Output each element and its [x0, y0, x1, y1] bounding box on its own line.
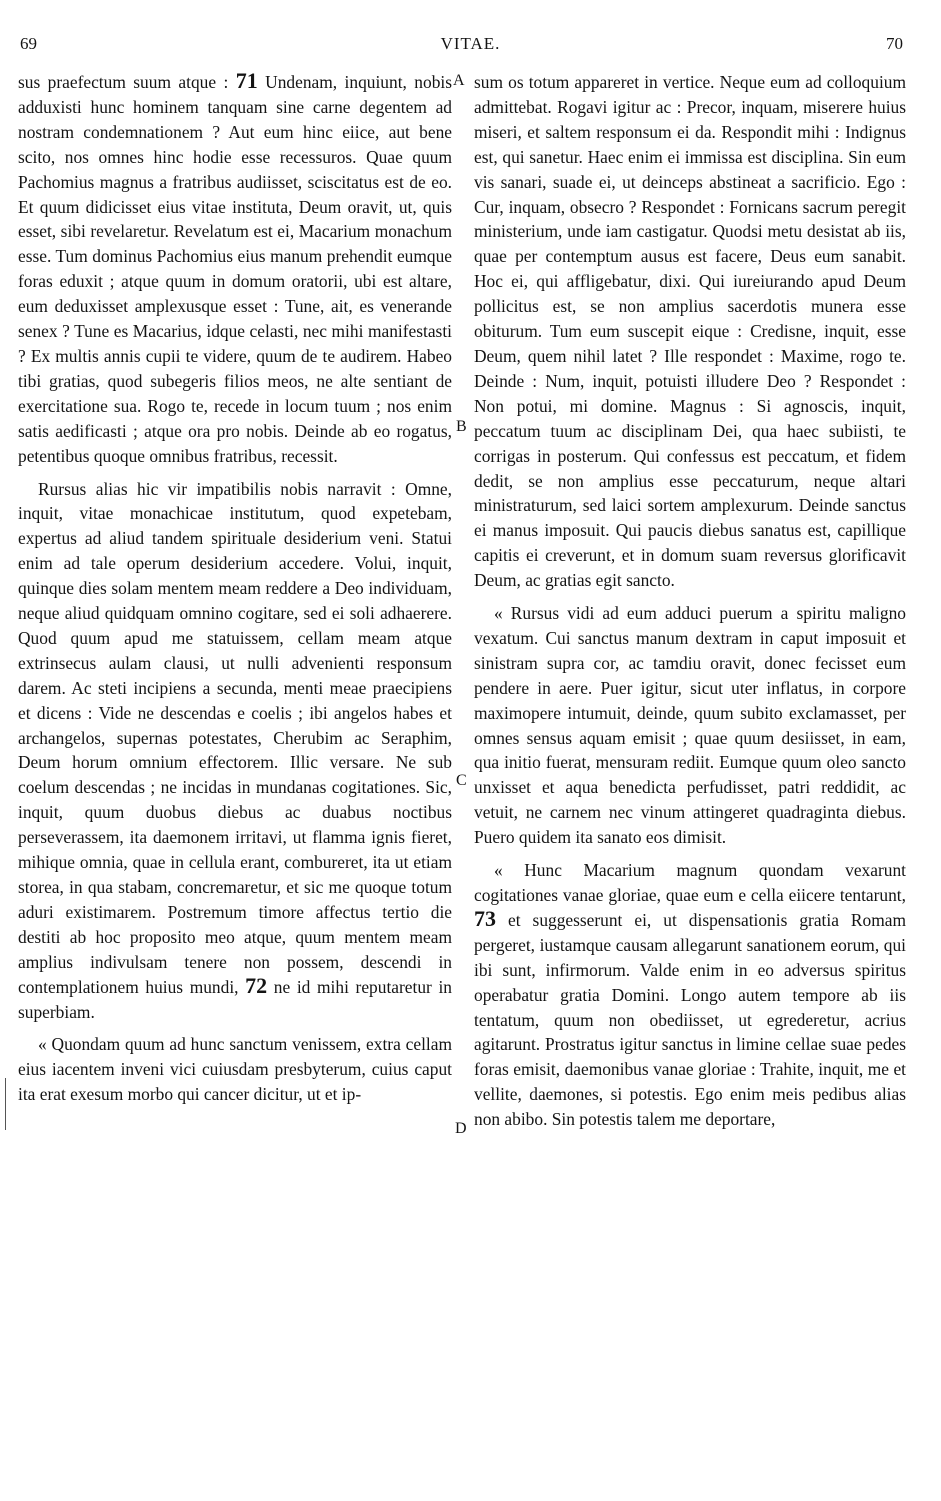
- left-column: [18, 70, 452, 1107]
- marginal-section-number: 71: [235, 68, 258, 93]
- paragraph: [474, 858, 906, 1132]
- paragraph-text: Rursus alias hic vir impatibilis nobis narravit : Omne, inquit, vitae monachicae institutum, quod expetebam, expertus ad aliud tandem spirituale desiderium veni. Statui enim ad tale operum desiderium accedere. Volui, inquit, quinque dies solam mentem meam reddere a Deo individuam, neque aliud quidquam omnino cogitare, sed ei soli adhaerere. Quod quum apud me statuissem, cellam meam atque extrinsecus aulam clausi, ut nulli advenienti responsum darem. Ac steti incipiens a secunda, menti meae praecipiens et dicens : Vide ne descendas e coelis ; ibi angelos habes et archangelos, supernas potestates, Cherubim ac Seraphim, Deum horum omnium effectorem. Illic versare. Ne sub coelum descendas ; ne incidas in mundanas cogitationes. Sic, inquit, quum duobus diebus ac duabus noctibus perseverassem, ita daemonem irritavi, ut flamma ignis fieret, mihique omnia, quae in cellula erant, combureret, ita ut etiam storea, in qua stabam, concremaretur, et sic me quoque totum aduri existimarem. Postremum timore affectus tertio die destiti ab hoc proposito meo atque, quum mentem meam amplius indivulsam tenere non possem, descendi in contemplationem huius mundi,: [18, 478, 452, 997]
- right-page-number: 70: [886, 34, 903, 53]
- paragraph-text: « Hunc Macarium magnum quondam vexarunt cogitationes vanae gloriae, quae eum e cella eiicere tentarunt,: [474, 860, 906, 905]
- paragraph: [18, 1032, 452, 1107]
- paragraph-text: Undenam, inquiunt, nobis adduxisti hunc hominem tanquam sine carne degentem ad nostram condemnationem ? Aut eum hinc eiice, aut bene scito, nos omnes hinc hodie esse recessuros. Quae quum Pachomius magnus a fratribus audiisset, sciscitatus est de eo. Et quum didicisset eius vitae instituta, Deum oravit, ut, quis esset, sibi revelaretur. Revelatum est ei, Macarium monachum esse. Tum dominus Pachomius eius manum prehendit eumque foras eduxit ; atque quum in domum oratorii, ubi est altare, eum deduxisset amplexusque esset : Tune, ait, es venerande senex ? Tune es Macarius, idque celasti, nec mihi manifestasti ? Ex multis annis cupii te videre, quum de te audirem. Habeo tibi gratias, quod subegeris filios meos, ne alte sentiant de exercitatione sua. Rogo te, recede in locum tuum ; nos enim satis aedificasti ; atque ora pro nobis. Deinde ab eo rogatus, petentibus quoque omnibus fratribus, recessit.: [18, 72, 452, 466]
- paragraph-text: et suggesserunt ei, ut dispensationis gratia Romam pergeret, iustamque causam allegarunt sanationem eorum, qui ibi sunt, infirmorum. Valde enim in eo adversus spiritus operabatur gratia Domini. Longo autem tempore ab iis tentatum, quum non obediisset, ut egrederetur, acrius agitarunt. Prostratus igitur sanctus in limine cellae suae pedes foras emisit, daemonibus vanae gloriae : Trahite, inquit, me et vellite, daemones, si potestis. Ego enim meis pedibus alias non abibo. Sin potestis talem me deportare,: [474, 909, 906, 1130]
- paragraph-text: sum os totum appareret in vertice. Neque eum ad colloquium admittebat. Rogavi igitur ac : Precor, inquam, miserere huius miseri, et saltem responsum ei da. Respondit mihi : Indignus est, qui sanetur. Haec enim ei immissa est disciplina. Sin eum vis sanari, suade ei, ut deinceps abstineat a sacrificio. Ego : Cur, inquam, obsecro ? Respondet : Fornicans sacrum peregit ministerium, unde iam castigatur. Quodsi metu desistat ab iis, quae per contemptum ausus est facere, Deus eum sanabit. Hoc ei, qui affligebatur, dixi. Qui iureiurando apud Deum pollicitus est, se non amplius sacerdotis munera esse obiturum. Tum eum suscepit eique : Credisne, inquit, esse Deum, quem nihil latet ? Ille respondet : Maxime, rogo te. Deinde : Num, inquit, potuisti illudere Deo ? Respondet : Non potui, mi domine. Magnus : Si agnoscis, inquit, peccatum tuum ac disciplinam Dei, qua haec subiisti, te corrigas in posterum. Qui confessus est peccatum, et fidem dedit, se non amplius esse peccaturum, neque altari ministraturum, sed laici sortem amplexurum. Deinde sanctus ei manus imposuit. Qui paucis diebus sanatus est, capillique capitis ei creverunt, et in domum suam reversus glorificavit Deum, ac gratias egit sancto.: [474, 72, 906, 591]
- paragraph-text: « Quondam quum ad hunc sanctum venissem, extra cellam eius iacentem inveni vici cuiusdam presbyterum, cuius caput ita erat exesum morbo qui cancer dicitur, ut et ip-: [18, 1034, 452, 1105]
- right-column: [474, 70, 906, 1132]
- paragraph: [18, 477, 452, 1025]
- paragraph: [18, 70, 452, 469]
- margin-rule: [5, 1078, 6, 1130]
- paragraph-text: sus praefectum suum atque :: [18, 72, 236, 92]
- running-title: VITAE.: [440, 34, 501, 53]
- page-header: [0, 34, 941, 58]
- margin-label-d: D: [455, 1120, 467, 1137]
- margin-label-a: A: [453, 72, 465, 89]
- margin-label-b: B: [456, 418, 467, 435]
- marginal-section-number: 73: [474, 905, 496, 931]
- paragraph: [474, 70, 906, 593]
- paragraph-text: « Rursus vidi ad eum adduci puerum a spiritu maligno vexatum. Cui sanctus manum dextram in caput imposuit et sinistram supra cor, ac tamdiu oravit, donec fecisset eum pendere in aere. Puer igitur, sicut uter inflatus, in corpore maximopere intumuit, deinde, quum subito exclamasset, per omnes sensus aquam emisit ; quae quum desiisset, in eam, qua initio fuerat, mensuram rediit. Eumque quum oleo sancto unxisset et aqua benedicta perfudisset, patri reddidit, ac vetuit, ne carnem nec vinum attingeret quadraginta diebus. Puero quidem ita sanato eos dimisit.: [474, 603, 906, 848]
- paragraph: [474, 601, 906, 850]
- paragraph-text: ne id mihi reputaretur in superbiam.: [18, 976, 452, 1022]
- left-page-number: 69: [20, 34, 37, 53]
- marginal-section-number: 72: [245, 972, 268, 998]
- margin-label-c: C: [456, 772, 467, 789]
